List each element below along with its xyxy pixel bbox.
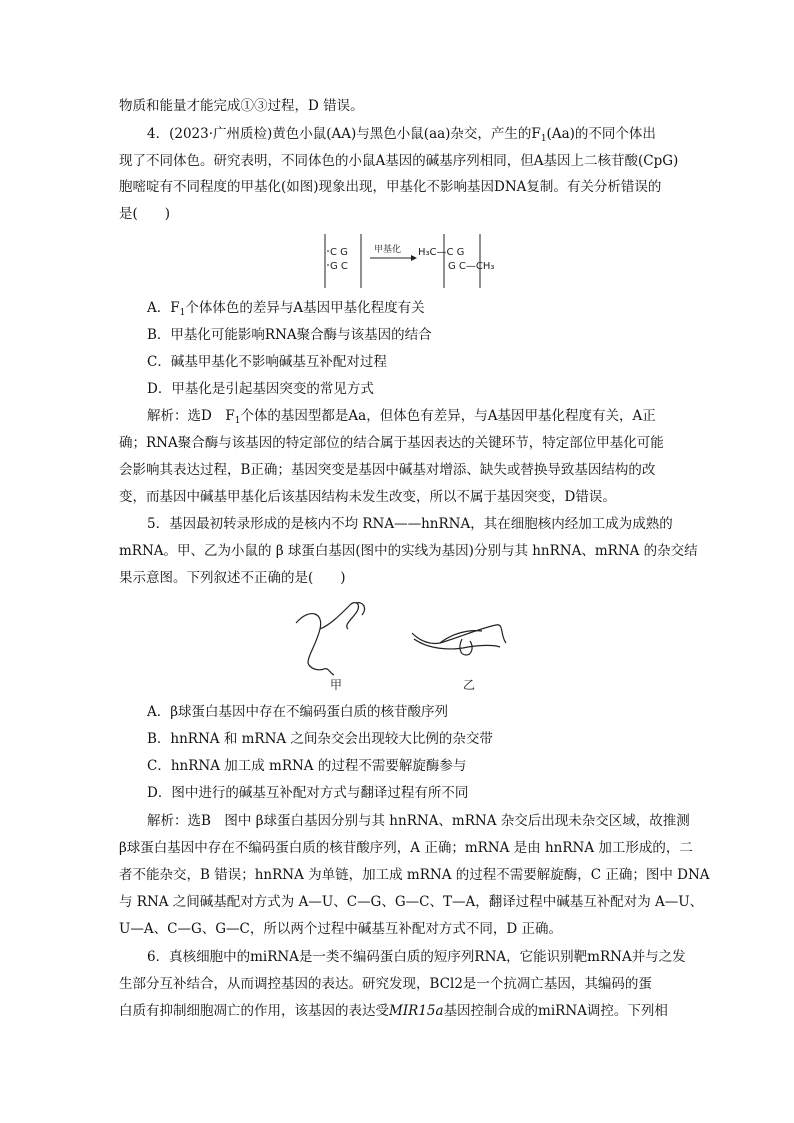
hybridization-figure xyxy=(290,595,520,695)
q5-option-b: B．hnRNA 和 mRNA 之间杂交会出现较大比例的杂交带 xyxy=(147,731,493,747)
q5-option-d: D．图中进行的碱基互补配对方式与翻译过程有所不同 xyxy=(147,785,469,801)
q4-option-a-sub: 1 xyxy=(179,308,186,318)
diagram-right-bottom: G C—CH₃ xyxy=(448,261,495,272)
q6-gene-name: MIR15a xyxy=(389,1003,444,1019)
q4-analysis-sub: 1 xyxy=(234,416,241,426)
diagram-left-bottom: G C xyxy=(330,261,348,272)
q5-analysis-line-1: 解析：选B 图中 β球蛋白基因分别与其 hnRNA、mRNA 杂交后出现未杂交区域，故推测 xyxy=(147,813,690,829)
q4-line-1-text: 4．(2023·广州质检)黄色小鼠(AA)与黑色小鼠(aa)杂交，产生的F xyxy=(147,126,541,142)
q4-option-a xyxy=(147,299,707,317)
q4-option-d: D．甲基化是引起基因突变的常见方式 xyxy=(147,381,374,397)
q4-option-b: B．甲基化可能影响RNA聚合酶与该基因的结合 xyxy=(147,327,432,343)
q4-analysis-line-1 xyxy=(147,407,707,425)
q6-line-3-pre: 白质有抑制细胞凋亡的作用，该基因的表达受 xyxy=(119,1003,389,1019)
figure-label-yi: 乙 xyxy=(463,678,476,692)
q5-option-a: A．β球蛋白基因中存在不编码蛋白质的核苷酸序列 xyxy=(147,704,449,720)
q4-line-1-tail: (Aa)的不同个体出 xyxy=(546,126,656,142)
q5-analysis-line-4: 与 RNA 之间碱基配对方式为 A—U、C—G、G—C、T—A，翻译过程中碱基互补配对为 A—U、 xyxy=(119,894,704,910)
q4-line-3: 胞嘧啶有不同程度的甲基化(如图)现象出现，甲基化不影响基因DNA复制。有关分析错误的 xyxy=(119,179,662,195)
q4-analysis-line-2: 确；RNA聚合酶与该基因的特定部位的结合属于基因表达的关键环节，特定部位甲基化可能 xyxy=(119,435,664,451)
q6-line-1: 6．真核细胞中的miRNA是一类不编码蛋白质的短序列RNA，它能识别靶mRNA并与之发 xyxy=(147,949,686,965)
q4-line-4: 是( ) xyxy=(119,206,171,222)
q4-option-a-pre: A．F xyxy=(147,300,180,316)
q6-line-3-post: 基因控制合成的miRNA调控。下列相 xyxy=(443,1003,668,1019)
q4-analysis-rest: 个体的基因型都是Aa，但体色有差异，与A基因甲基化程度有关，A正 xyxy=(240,408,656,424)
q5-line-1: 5．基因最初转录形成的是核内不均 RNA——hnRNA，其在细胞核内经加工成为成熟的 xyxy=(147,516,673,532)
diagram-arrow-label: 甲基化 xyxy=(374,245,402,255)
q4-analysis-lead: 解析：选D F xyxy=(147,408,235,424)
q4-analysis-line-3: 会影响其表达过程，B正确；基因突变是基因中碱基对增添、缺失或替换导致基因结构的改 xyxy=(119,462,656,478)
diagram-left-top: C G xyxy=(330,247,348,258)
q4-line-1 xyxy=(147,125,707,143)
q5-line-3: 果示意图。下列叙述不正确的是( ) xyxy=(119,570,346,586)
figure-yi-curve xyxy=(412,625,506,655)
q6-line-3 xyxy=(119,1002,679,1020)
q5-option-c: C．hnRNA 加工成 mRNA 的过程不需要解旋酶参与 xyxy=(147,758,467,774)
q5-analysis-line-5: U—A、C—G、G—C，所以两个过程中碱基互补配对方式不同，D 正确。 xyxy=(119,921,562,937)
q4-line-2: 现了不同体色。研究表明，不同体色的小鼠A基因的碱基序列相同，但A基因上二核苷酸(CpG) xyxy=(119,153,679,169)
q4-analysis-line-4: 变，而基因中碱基甲基化后该基因结构未发生改变，所以不属于基因突变，D错误。 xyxy=(119,489,616,505)
methylation-diagram xyxy=(318,232,508,292)
figure-jia-curve xyxy=(296,603,364,675)
q4-option-c: C．碱基甲基化不影响碱基互补配对过程 xyxy=(147,354,387,370)
continuation-line: 物质和能量才能完成①③过程，D 错误。 xyxy=(119,98,364,114)
q4-option-a-post: 个体体色的差异与A基因甲基化程度有关 xyxy=(185,300,425,316)
q6-line-2: 生部分互补结合，从而调控基因的表达。研究发现，BCl2是一个抗凋亡基因，其编码的蛋 xyxy=(119,976,652,992)
q5-analysis-line-3: 者不能杂交，B 错误；hnRNA 为单链，加工成 mRNA 的过程不需要解旋酶，C 正确；图中 DNA xyxy=(119,867,710,883)
figure-label-jia: 甲 xyxy=(330,678,343,692)
diagram-right-top: H₃C—C G xyxy=(418,247,465,258)
q5-line-2: mRNA。甲、乙为小鼠的 β 球蛋白基因(图中的实线为基因)分别与其 hnRNA、mRNA 的杂交结 xyxy=(119,543,698,559)
q4-line-1-sub: 1 xyxy=(540,134,547,144)
q5-analysis-line-2: β球蛋白基因中存在不编码蛋白质的核苷酸序列，A 正确；mRNA 是由 hnRNA 加工形成的，二 xyxy=(119,840,693,856)
